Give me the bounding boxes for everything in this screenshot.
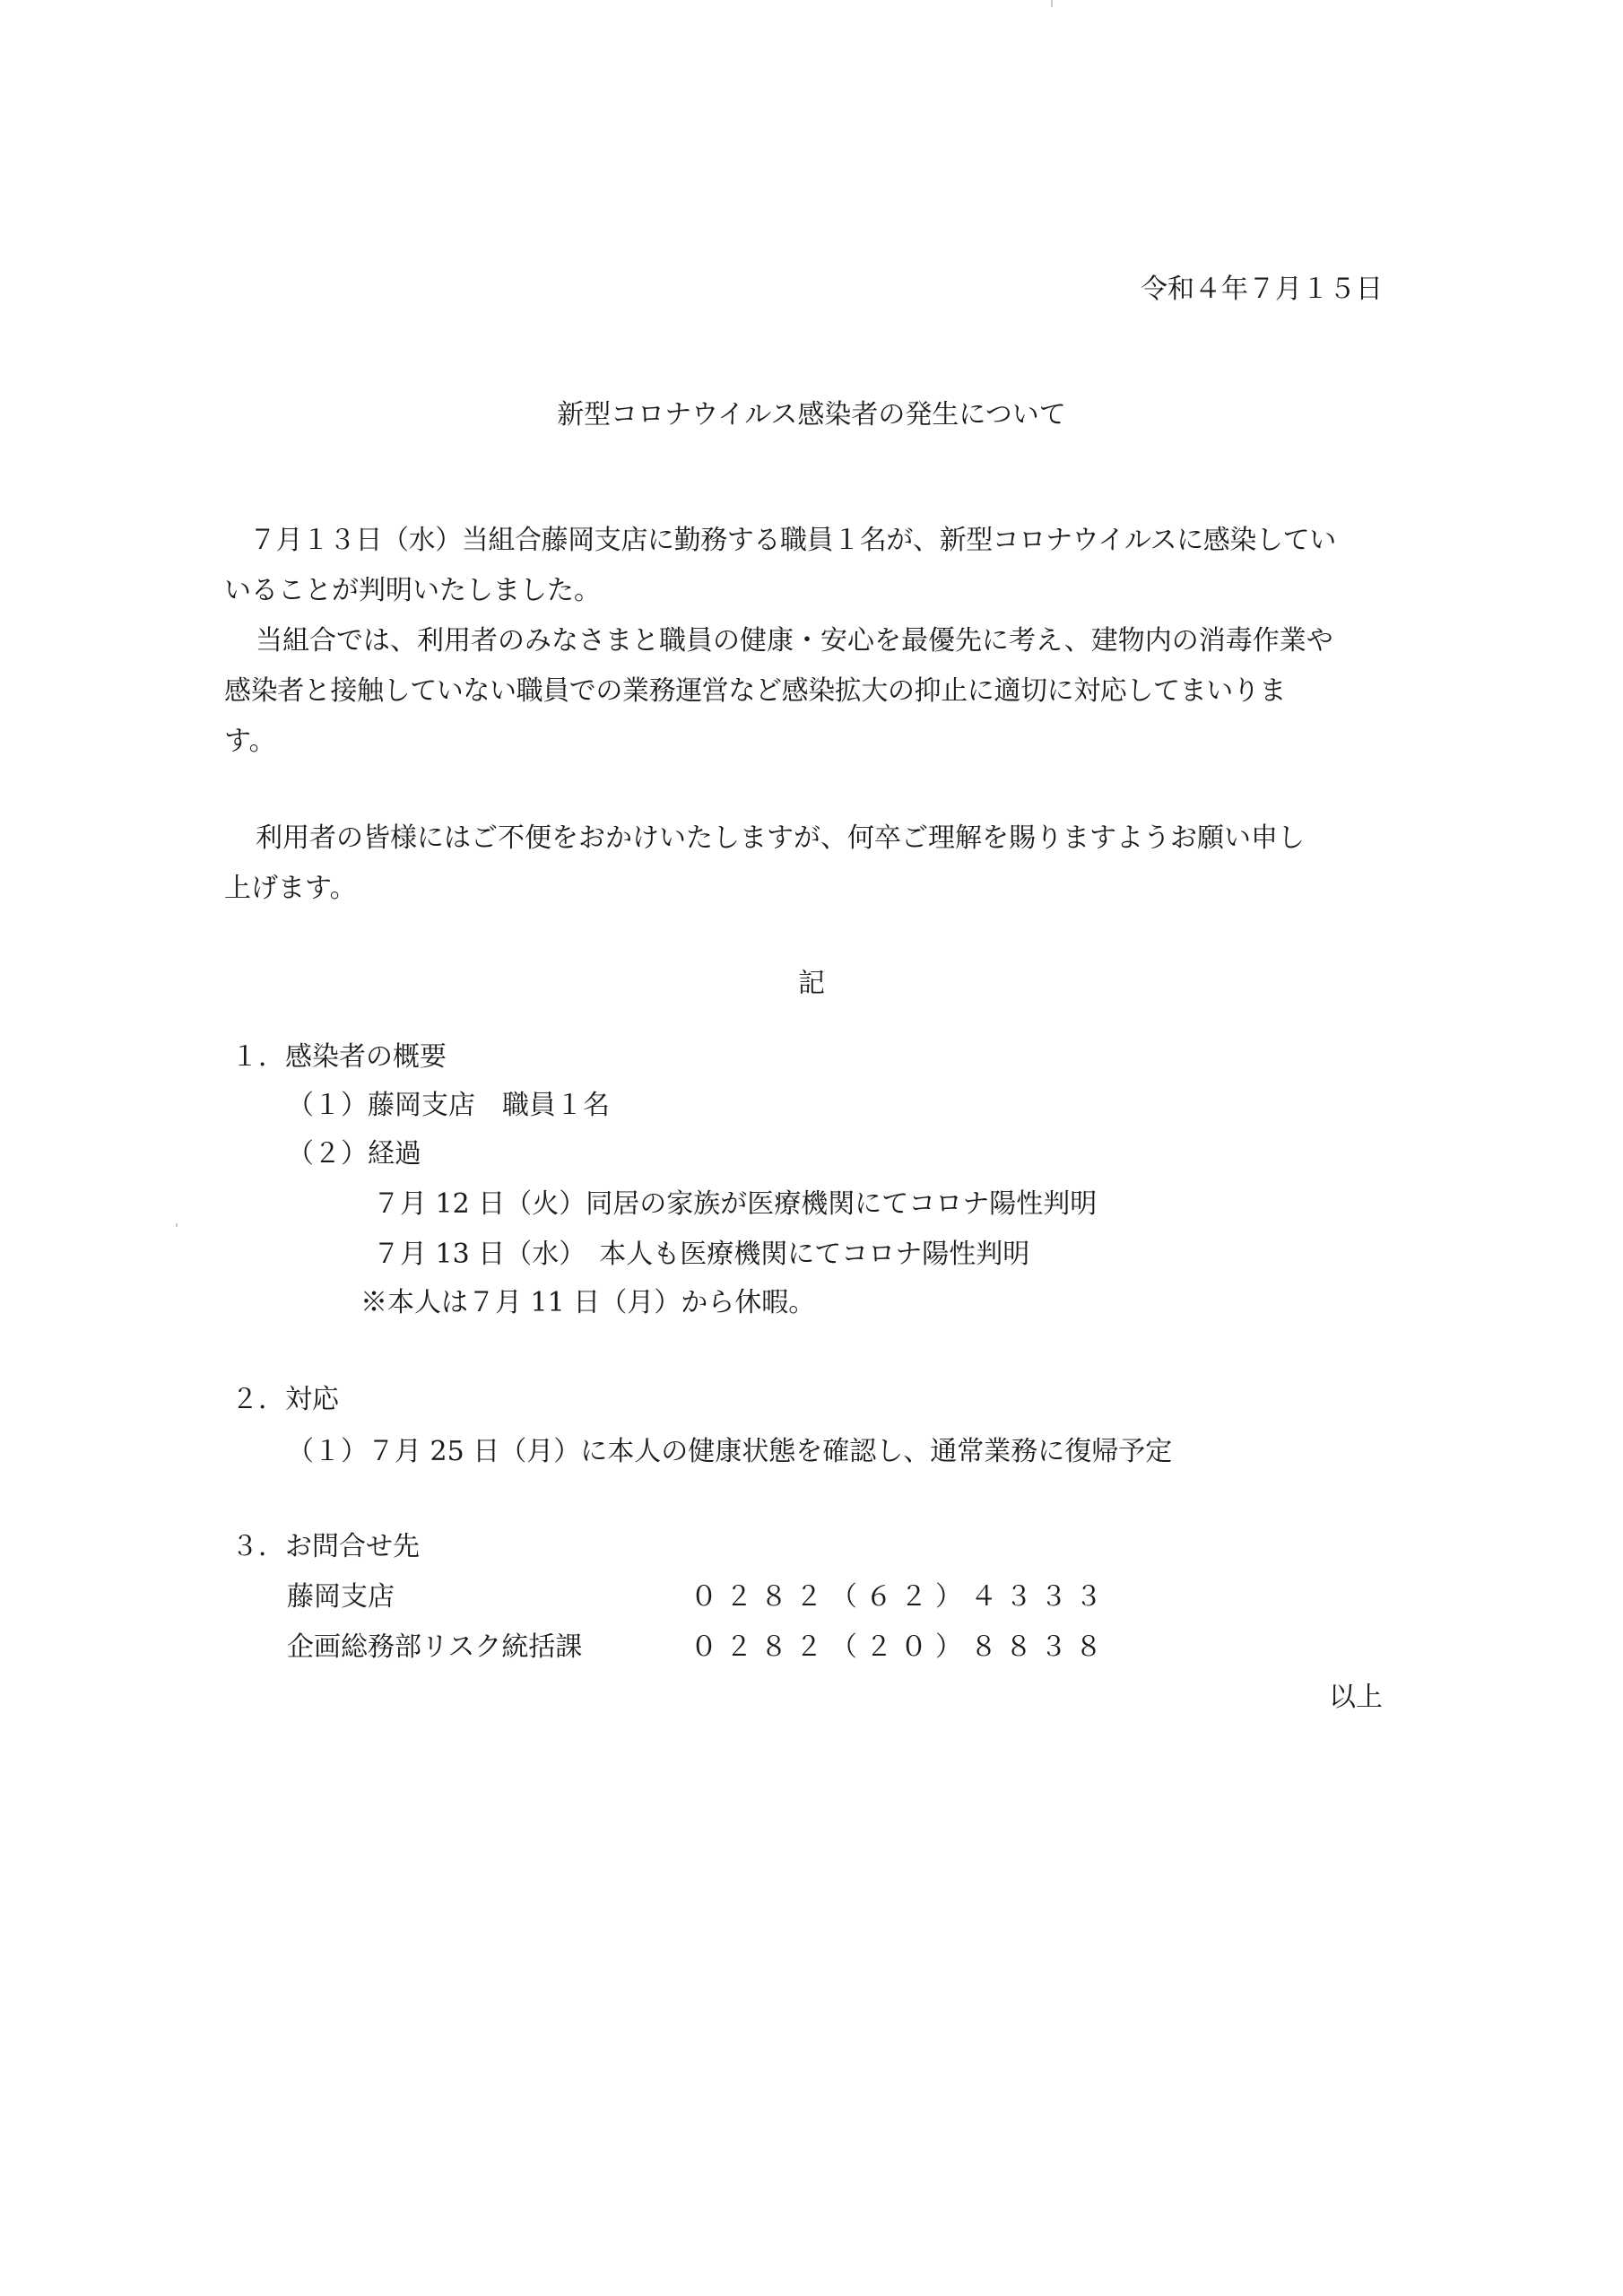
progress-note: ※本人は７月 11 日（月）から休暇。 bbox=[360, 1287, 816, 1318]
contact-name-1: 藤岡支店 bbox=[287, 1581, 395, 1613]
ki-heading: 記 bbox=[798, 968, 825, 999]
paragraph-3-line-2: 上げます。 bbox=[224, 873, 357, 904]
paragraph-1-line-2: いることが判明いたしました。 bbox=[224, 575, 601, 606]
closing-text: 以上 bbox=[1329, 1682, 1383, 1713]
scan-artifact-top bbox=[1051, 0, 1053, 7]
progress-line-2: ７月 13 日（水） 本人も医療機関にてコロナ陽性判明 bbox=[373, 1239, 1030, 1270]
section-2-item-1: （１）７月 25 日（月）に本人の健康状態を確認し、通常業務に復帰予定 bbox=[287, 1436, 1173, 1467]
paragraph-2-line-3: す。 bbox=[224, 726, 276, 757]
section-1-item-1: （１）藤岡支店 職員１名 bbox=[287, 1090, 610, 1121]
paragraph-1-line-1: ７月１３日（水）当組合藤岡支店に勤務する職員１名が、新型コロナウイルスに感染してい bbox=[249, 525, 1336, 556]
paragraph-2-line-1: 当組合では、利用者のみなさまと職員の健康・安心を最優先に考え、建物内の消毒作業や bbox=[256, 625, 1333, 657]
section-3-heading: ３．お問合せ先 bbox=[231, 1531, 420, 1562]
document-date: 令和４年７月１５日 bbox=[1141, 274, 1383, 305]
section-2-heading: ２．対応 bbox=[231, 1384, 339, 1415]
paragraph-2-line-2: 感染者と接触していない職員での業務運営など感染拡大の抑止に適切に対応してまいりま bbox=[224, 675, 1286, 707]
contact-name-2: 企画総務部リスク統括課 bbox=[287, 1631, 583, 1663]
contact-tel-2: ０２８２（２０）８８３８ bbox=[690, 1631, 1110, 1663]
paragraph-3-line-1: 利用者の皆様にはご不便をおかけいたしますが、何卒ご理解を賜りますようお願い申し bbox=[256, 822, 1305, 854]
section-1-heading: １．感染者の概要 bbox=[231, 1041, 447, 1073]
contact-tel-1: ０２８２（６２）４３３３ bbox=[690, 1581, 1110, 1613]
progress-line-1: ７月 12 日（火）同居の家族が医療機関にてコロナ陽性判明 bbox=[373, 1188, 1098, 1220]
document-title: 新型コロナウイルス感染者の発生について bbox=[557, 399, 1066, 430]
section-1-item-2: （２）経過 bbox=[287, 1138, 421, 1170]
scan-artifact-left bbox=[176, 1223, 178, 1227]
